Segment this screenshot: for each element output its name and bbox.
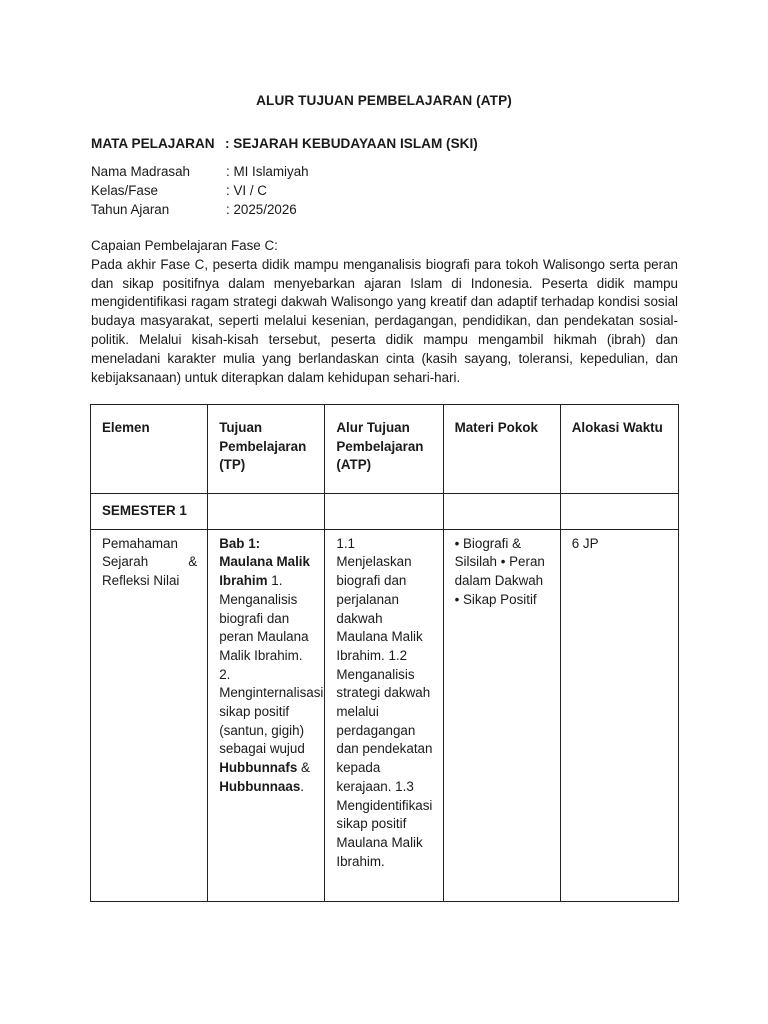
cell-elemen: Pemahaman Sejarah & Refleksi Nilai [91,529,208,901]
info-row-kelas [91,181,309,200]
info-label: Kelas/Fase [91,183,158,198]
info-label: Nama Madrasah [91,164,190,179]
empty-cell [560,494,678,530]
info-value: : 2025/2026 [226,202,297,217]
header-alokasi: Alokasi Waktu [560,405,678,494]
tp-bold-hubbunnafs: Hubbunnafs [219,760,298,776]
cell-alokasi: 6 JP [560,529,678,901]
document-title: ALUR TUJUAN PEMBELAJARAN (ATP) [256,93,512,108]
tp-amp: & [297,760,310,776]
subject-label: MATA PELAJARAN [91,136,215,151]
empty-cell [208,494,325,530]
cell-tp [208,529,325,901]
tp-end: . [300,778,305,794]
table-row [91,529,679,901]
subject-value: : SEJARAH KEBUDAYAAN ISLAM (SKI) [225,136,478,151]
header-elemen: Elemen [91,405,208,494]
cp-body: Pada akhir Fase C, peserta didik mampu menganalisis biografi para tokoh Walisongo serta peran dan sikap positifnya dalam menyebarkan ajaran Islam di Indonesia. Peserta didik mampu mengidentifikasi ragam strategi dakwah Walisongo yang kreatif dan adaptif terhadap kondisi sosial budaya masyarakat, seperti melalui kesenian, perdagangan, pendidikan, dan pendekatan sosial-politik. Melalui kisah-kisah tersebut, peserta didik mampu mengambil hikmah (ibrah) dan meneladani karakter mulia yang berlandaskan cinta (kasih sayang, toleransi, kepedulian, dan kebijaksanaan) untuk diterapkan dalam kehidupan sehari-hari. [91,256,678,385]
subject-line [91,136,478,151]
info-label: Tahun Ajaran [91,202,170,217]
header-tp: Tujuan Pembelajaran (TP) [208,405,325,494]
atp-table [90,404,679,902]
cp-heading: Capaian Pembelajaran Fase C: [91,238,278,253]
capaian-pembelajaran [91,237,678,387]
semester-label: SEMESTER 1 [91,494,208,530]
tp-bab-title: Bab 1: Maulana Malik Ibrahim [219,535,310,589]
tp-bold-hubbunnaas: Hubbunnaas [219,778,301,794]
empty-cell [443,494,560,530]
info-value: : VI / C [226,183,267,198]
cell-atp: 1.1 Menjelaskan biografi dan perjalanan dakwah Maulana Malik Ibrahim. 1.2 Menganalisis strategi dakwah melalui perdagangan dan pendekatan kepada kerajaan. 1.3 Mengidentifikasi sikap positif Maulana Malik Ibrahim. [325,529,443,901]
info-value: : MI Islamiyah [226,164,309,179]
empty-cell [325,494,443,530]
tp-text: 1. Menganalisis biografi dan peran Maulana Malik Ibrahim. 2. Menginternalisasi sikap positif (santun, gigih) sebagai wujud [219,573,324,757]
info-row-tahun [91,200,309,219]
header-materi: Materi Pokok [443,405,560,494]
semester-row [91,494,679,530]
cell-materi: • Biografi & Silsilah • Peran dalam Dakwah • Sikap Positif [443,529,560,901]
info-block [91,162,309,219]
info-row-madrasah [91,162,309,181]
table-header-row [91,405,679,494]
header-atp: Alur Tujuan Pembelajaran (ATP) [325,405,443,494]
